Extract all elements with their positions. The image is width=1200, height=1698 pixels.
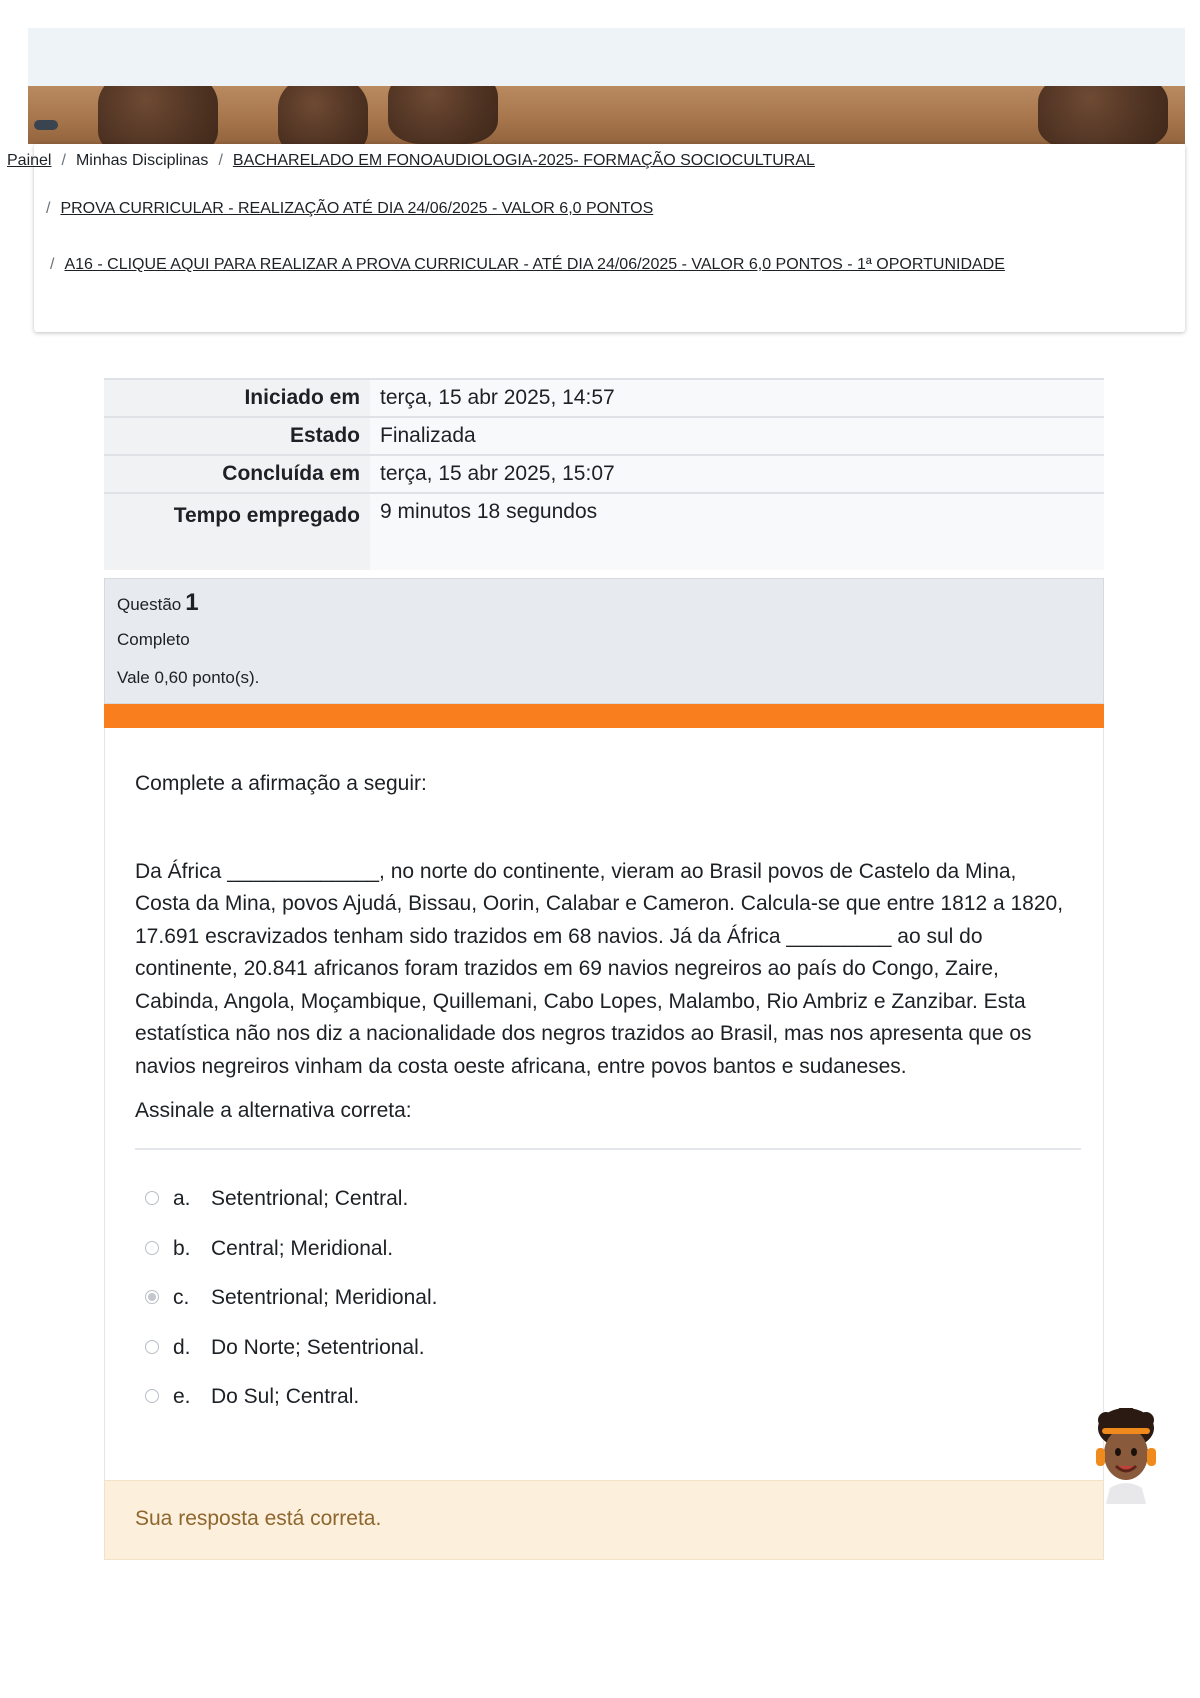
- answer-letter: c.: [173, 1286, 190, 1309]
- question-number: [117, 589, 199, 617]
- answer-letter: d.: [173, 1335, 191, 1359]
- question-label: Questão: [117, 595, 182, 614]
- answer-text: Do Norte; Setentrional.: [211, 1335, 425, 1359]
- question-content: [104, 728, 1104, 1480]
- answer-text: Setentrional; Central.: [211, 1187, 409, 1210]
- breadcrumb-minhas-disciplinas: Minhas Disciplinas: [75, 152, 209, 169]
- course-banner-image: [28, 86, 1185, 144]
- summary-value: 9 minutos 18 segundos: [370, 493, 1104, 570]
- question-grade: Vale 0,60 ponto(s).: [117, 668, 260, 687]
- breadcrumb-separator: /: [218, 152, 223, 169]
- summary-row: [104, 455, 1104, 493]
- answer-text: Setentrional; Meridional.: [211, 1286, 438, 1309]
- summary-row: [104, 379, 1104, 417]
- answer-text: Central; Meridional.: [211, 1236, 394, 1260]
- breadcrumb-painel-link[interactable]: Painel: [7, 152, 52, 169]
- breadcrumb-quiz-link[interactable]: A16 - CLIQUE AQUI PARA REALIZAR A PROVA CURRICULAR - ATÉ DIA 24/06/2025 - VALOR 6,0 PONTOS - 1ª OPORTUNIDADE: [64, 256, 1005, 273]
- breadcrumb: [34, 144, 1185, 332]
- summary-key: Tempo empregado: [104, 493, 370, 570]
- top-navbar: [28, 28, 1185, 86]
- radio-button[interactable]: [145, 1340, 159, 1354]
- breadcrumb-course-link[interactable]: BACHARELADO EM FONOAUDIOLOGIA-2025- FORMAÇÃO SOCIOCULTURAL: [232, 152, 815, 169]
- radio-button-selected[interactable]: [145, 1290, 159, 1304]
- divider: [135, 1148, 1081, 1150]
- summary-key: Iniciado em: [104, 379, 370, 417]
- question-state: Completo: [117, 630, 190, 649]
- question-accent-bar: [104, 704, 1104, 728]
- question-info-panel: [104, 578, 1104, 704]
- feedback-box: [104, 1480, 1104, 1560]
- summary-key: Estado: [104, 417, 370, 455]
- breadcrumb-line-1: [7, 152, 815, 170]
- answer-text: Do Sul; Central.: [211, 1385, 360, 1408]
- breadcrumb-section-link[interactable]: PROVA CURRICULAR - REALIZAÇÃO ATÉ DIA 24/06/2025 - VALOR 6,0 PONTOS: [60, 200, 654, 217]
- radio-button[interactable]: [145, 1241, 159, 1255]
- radio-button[interactable]: [145, 1191, 159, 1205]
- answer-letter: b.: [173, 1236, 191, 1260]
- question-number-value: 1: [185, 589, 199, 616]
- radio-button[interactable]: [145, 1389, 159, 1403]
- breadcrumb-separator: /: [61, 152, 66, 169]
- summary-value: terça, 15 abr 2025, 14:57: [370, 379, 1104, 417]
- summary-row: [104, 417, 1104, 455]
- breadcrumb-separator: /: [50, 256, 55, 273]
- breadcrumb-line-3: [50, 248, 1110, 281]
- attempt-summary-table: [104, 378, 1104, 570]
- virtual-assistant-avatar-icon[interactable]: [1090, 1408, 1162, 1504]
- breadcrumb-line-2: [46, 200, 653, 218]
- summary-row: [104, 493, 1104, 570]
- summary-value: terça, 15 abr 2025, 15:07: [370, 455, 1104, 493]
- summary-key: Concluída em: [104, 455, 370, 493]
- answer-letter: e.: [173, 1385, 191, 1408]
- question-intro: Complete a afirmação a seguir:: [135, 772, 427, 795]
- banner-handle-icon: [34, 120, 58, 130]
- feedback-text: Sua resposta está correta.: [135, 1507, 382, 1530]
- question-body: Da África _____________, no norte do continente, vieram ao Brasil povos de Castelo da Mina, Costa da Mina, povos Ajudá, Bissau, Oorin, Calabar e Cameron. Calcula-se que entre 1812 a 1820, 17.691 escravizados tenham sido trazidos em 68 navios. Já da África _________ ao sul do continente, 20.841 africanos foram trazidos em 69 navios negreiros ao país do Congo, Zaire, Cabinda, Angola, Moçambique, Quillemani, Cabo Lopes, Malambo, Rio Ambriz e Zanzibar. Esta estatística não nos diz a nacionalidade dos negros trazidos ao Brasil, mas nos apresenta que os navios negreiros vinham da costa oeste africana, entre povos bantos e sudaneses.: [135, 859, 1064, 1078]
- summary-value: Finalizada: [370, 417, 1104, 455]
- answer-letter: a.: [173, 1187, 191, 1210]
- question-text: [135, 768, 1075, 1128]
- question-prompt: Assinale a alternativa correta:: [135, 1099, 412, 1122]
- breadcrumb-separator: /: [46, 200, 51, 217]
